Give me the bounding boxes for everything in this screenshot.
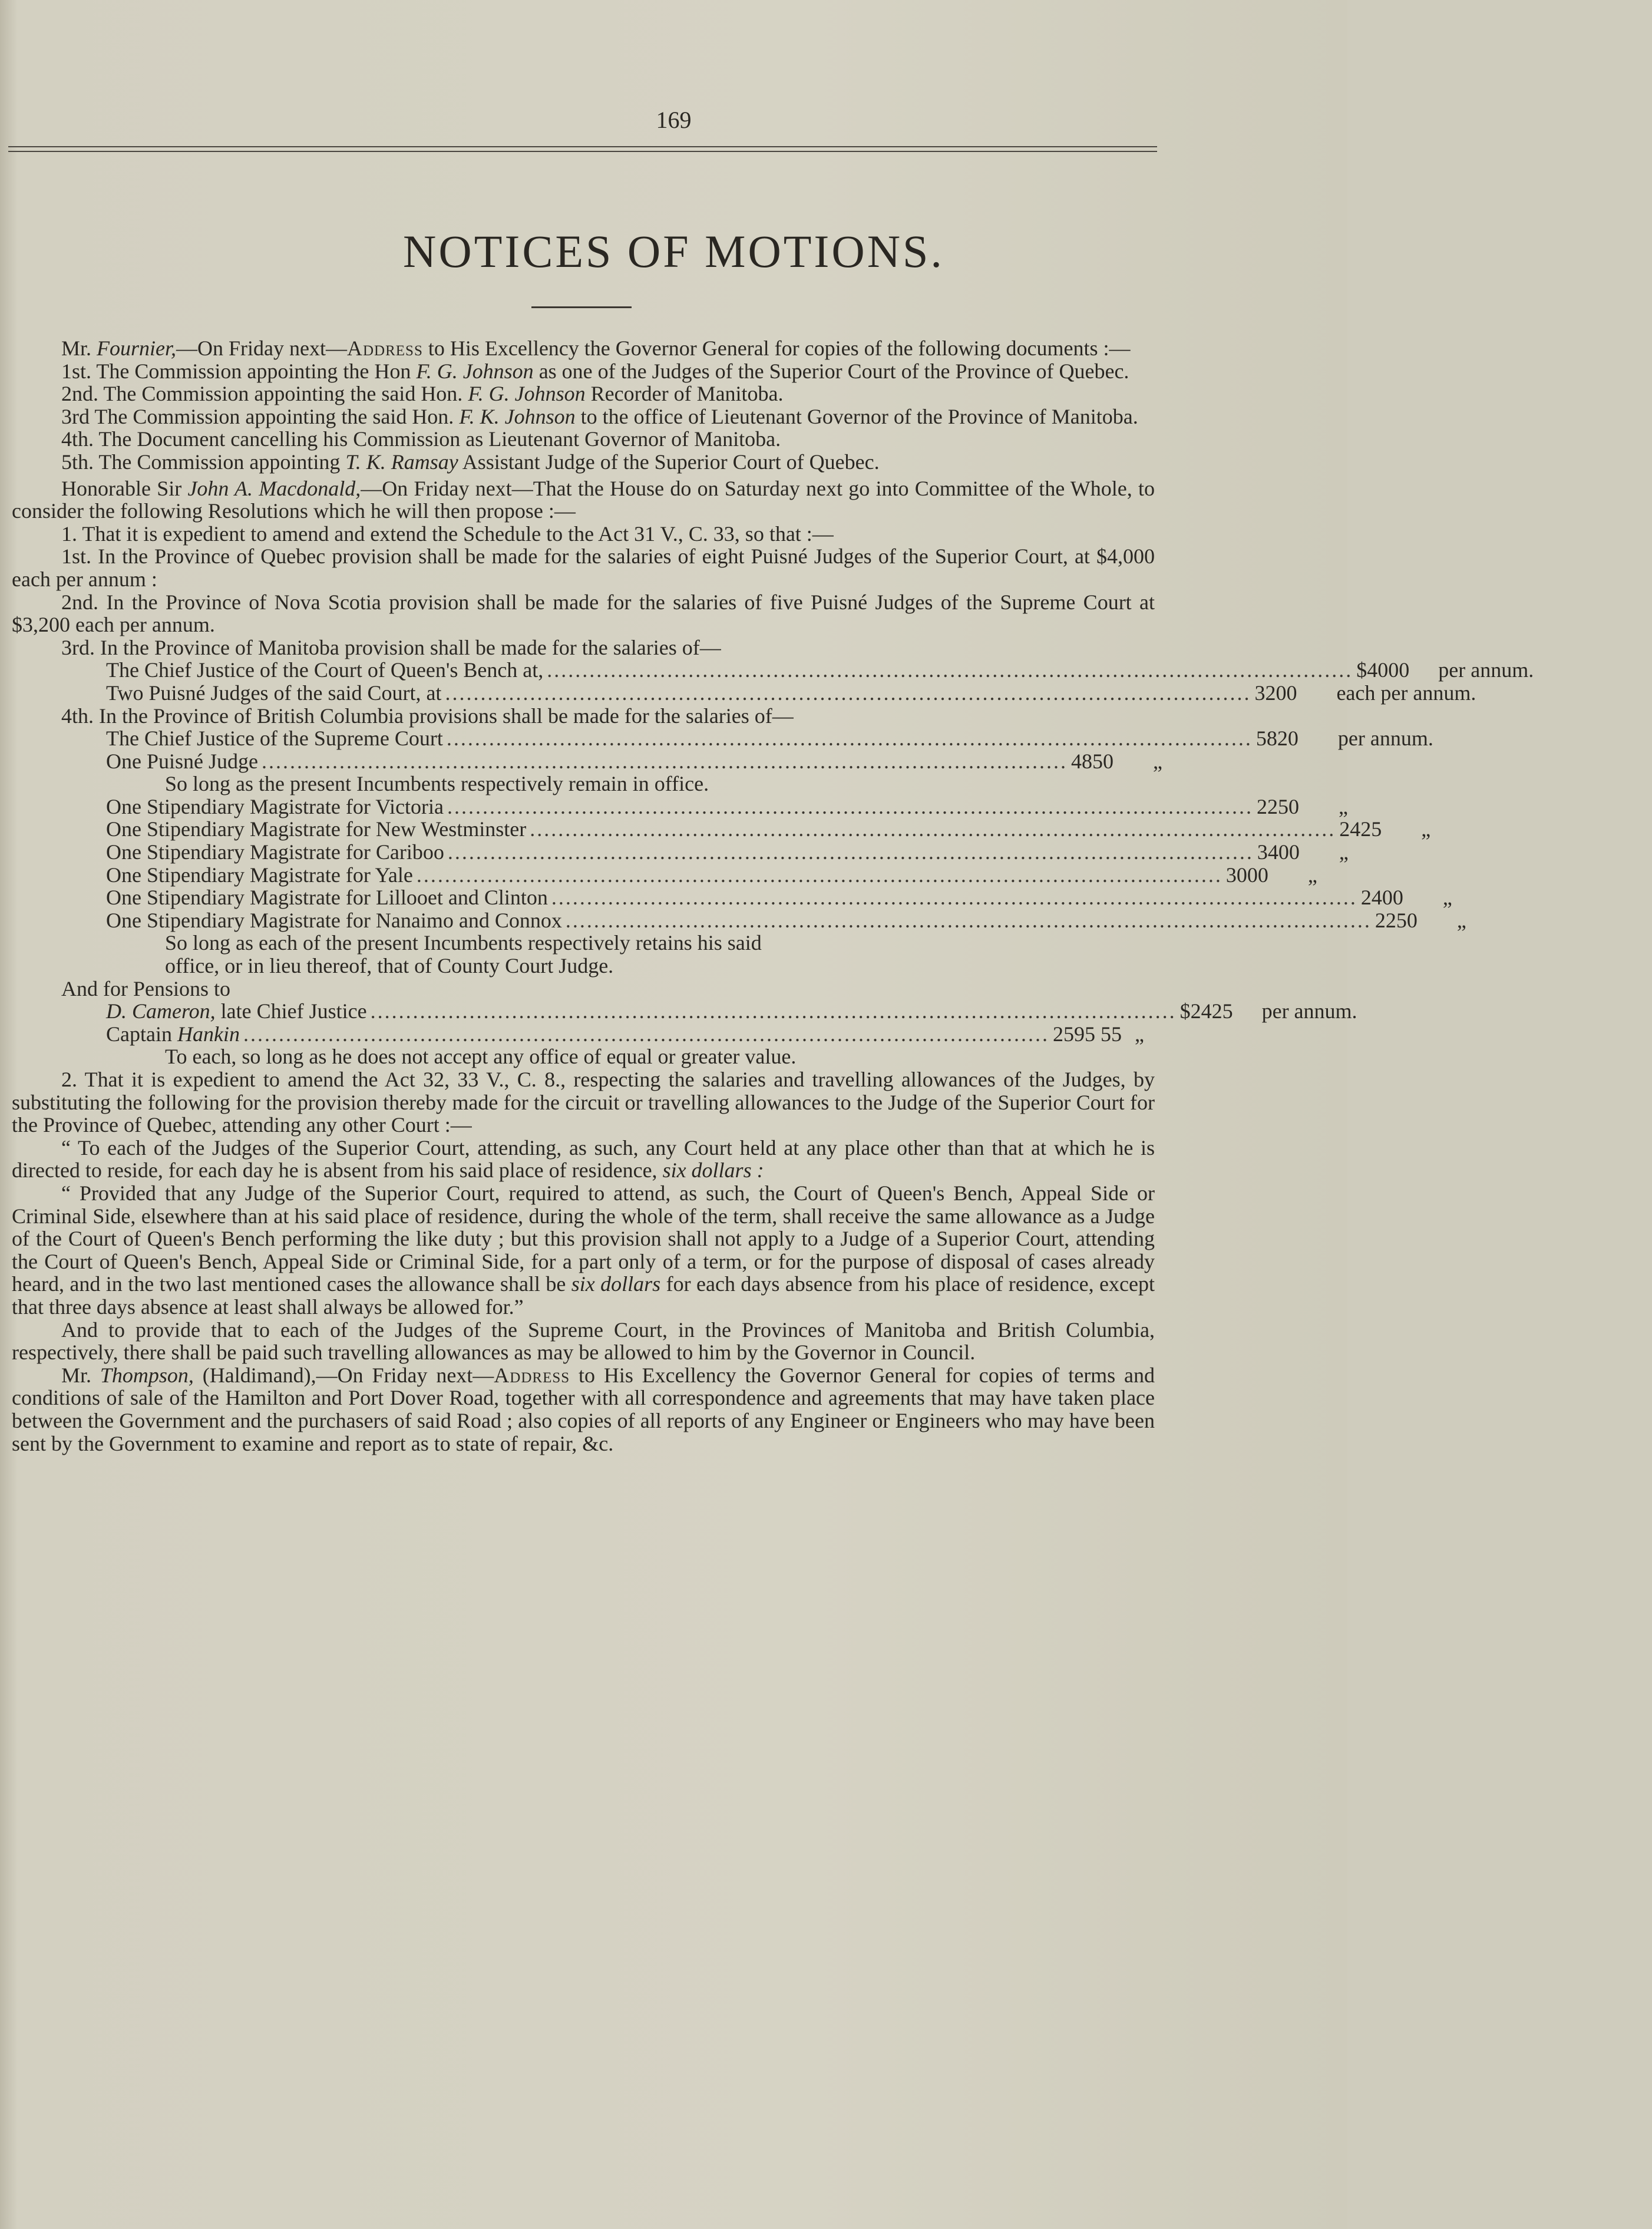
salary-row: Two Puisné Judges of the said Court, at .................................................................................................................. 3200 each per annum. [106,681,1476,705]
salary-note: So long as the present Incumbents respectively remain in office. [165,772,709,796]
salary-row: One Stipendiary Magistrate for Cariboo .................................................................................................................. 3400 „ [106,840,1349,864]
resolution-2: 2. That it is expedient to amend the Act 32, 33 V., C. 8., respecting the salaries and travelling allowances of the Judges, by substituting the following for the provision thereby made for the circuit or travelling allowances to the Judge of the Superior Court for the Province of Quebec, attending any other Court :— [12,1068,1155,1137]
page-title: NOTICES OF MOTIONS. [403,226,944,277]
page-number: 169 [656,107,692,133]
salary-row: One Stipendiary Magistrate for Nanaimo and Connox .................................................................................................................. 2250 „ [106,908,1466,932]
title-rule [531,306,632,308]
salary-note: So long as each of the present Incumbents respectively retains his said [165,931,762,955]
fournier-motion: Mr. Fournier,—On Friday next—Address to His Excellency the Governor General for copies of the following documents :— [61,336,1131,360]
pension-row: D. Cameron, late Chief Justice .................................................................................................................. $2425 per annum. [106,999,1357,1023]
quoted-provision-2: “ Provided that any Judge of the Superior Court, required to attend, as such, the Court of Queen's Bench, Appeal Side or Criminal Side, elsewhere than at his said place of residence, during the whole of the term, shall receive the same allowance as a Judge of the Court of Queen's Bench performing the like duty ; but this provision shall not apply to a Judge of a Superior Court, attending the Court of Queen's Bench, Appeal Side or Criminal Side, for a part only of a term, or for the purpose of disposal of cases already heard, and in the two last mentioned cases the allowance shall be six dollars for each days absence from his place of residence, except that three days absence at least shall always be allowed for.” [12,1181,1155,1319]
salary-row: One Stipendiary Magistrate for Yale .................................................................................................................. 3000 „ [106,863,1317,887]
macdonald-motion: Honorable Sir John A. Macdonald,—On Friday next—That the House do on Saturday next go into Committee of the Whole, to consider the following Resolutions which he will then propose :— [12,476,1155,523]
fournier-item: 1st. The Commission appointing the Hon F. G. Johnson as one of the Judges of the Superior Court of the Province of Quebec. [61,359,1129,383]
quoted-provision-1: “ To each of the Judges of the Superior Court, attending, as such, any Court held at any place other than that at which he is directed to reside, for each day he is absent from his said place of residence, six dollars : [12,1135,1155,1183]
mover-name: John A. Macdonald, [187,476,361,500]
salary-row: The Chief Justice of the Court of Queen's Bench at, .................................................................................................................. $4000 per annum. [106,658,1534,682]
salary-note-continued: office, or in lieu thereof, that of County Court Judge. [165,954,614,978]
fournier-item: 3rd The Commission appointing the said Hon. F. K. Johnson to the office of Lieutenant Governor of the Province of Manitoba. [61,404,1138,428]
manitoba-salaries [12,658,1534,705]
top-rule-second [8,151,1157,152]
resolution-1-manitoba: 3rd. In the Province of Manitoba provision shall be made for the salaries of— [61,635,721,659]
fournier-item: 2nd. The Commission appointing the said Hon. F. G. Johnson Recorder of Manitoba. [61,382,784,406]
resolution-3: And to provide that to each of the Judges of the Supreme Court, in the Provinces of Manitoba and British Columbia, respectively, there shall be paid such travelling allowances as may be allowed to him by the Governor in Council. [12,1317,1155,1365]
resolution-1-british-columbia: 4th. In the Province of British Columbia provisions shall be made for the salaries of— [61,704,794,728]
pensions [12,999,1357,1069]
pensions-heading: And for Pensions to [61,976,230,1000]
thompson-motion: Mr. Thompson, (Haldimand),—On Friday next—Address to His Excellency the Governor General for copies of terms and conditions of sale of the Hamilton and Port Dover Road, together with all correspondence and agreements that may have taken place between the Government and the purchasers of said Road ; also copies of all reports of any Engineer or Engineers who may have been sent by the Government to examine and report as to state of repair, &c. [12,1363,1155,1455]
pension-row: Captain Hankin .................................................................................................................. 2595 55 „ [106,1022,1144,1046]
british-columbia-salaries [12,727,1466,978]
resolution-1-nova-scotia: 2nd. In the Province of Nova Scotia provision shall be made for the salaries of five Puisné Judges of the Supreme Court at $3,200 each per annum. [12,590,1155,637]
fournier-item: 5th. The Commission appointing T. K. Ramsay Assistant Judge of the Superior Court of Quebec. [61,450,880,474]
salary-row: One Puisné Judge .................................................................................................................. 4850 „ [106,749,1162,773]
pension-note: To each, so long as he does not accept any office of equal or greater value. [165,1045,797,1069]
top-rule [8,146,1157,147]
salary-row: One Stipendiary Magistrate for Victoria .................................................................................................................. 2250 „ [106,794,1348,818]
resolution-1-quebec: 1st. In the Province of Quebec provision shall be made for the salaries of eight Puisné Judges of the Superior Court, at $4,000 each per annum : [12,544,1155,591]
mover-name: Thompson, [100,1363,194,1387]
mover-name: Fournier, [97,336,177,360]
motions-body [12,336,1534,1455]
salary-row: One Stipendiary Magistrate for New Westminster .................................................................................................................. 2425 „ [106,817,1431,841]
salary-row: One Stipendiary Magistrate for Lillooet and Clinton .................................................................................................................. 2400 „ [106,886,1452,910]
salary-row: The Chief Justice of the Supreme Court .................................................................................................................. 5820 per annum. [106,727,1433,751]
fournier-item: 4th. The Document cancelling his Commission as Lieutenant Governor of Manitoba. [61,427,781,451]
resolution-1: 1. That it is expedient to amend and extend the Schedule to the Act 31 V., C. 33, so that :— [61,521,834,546]
